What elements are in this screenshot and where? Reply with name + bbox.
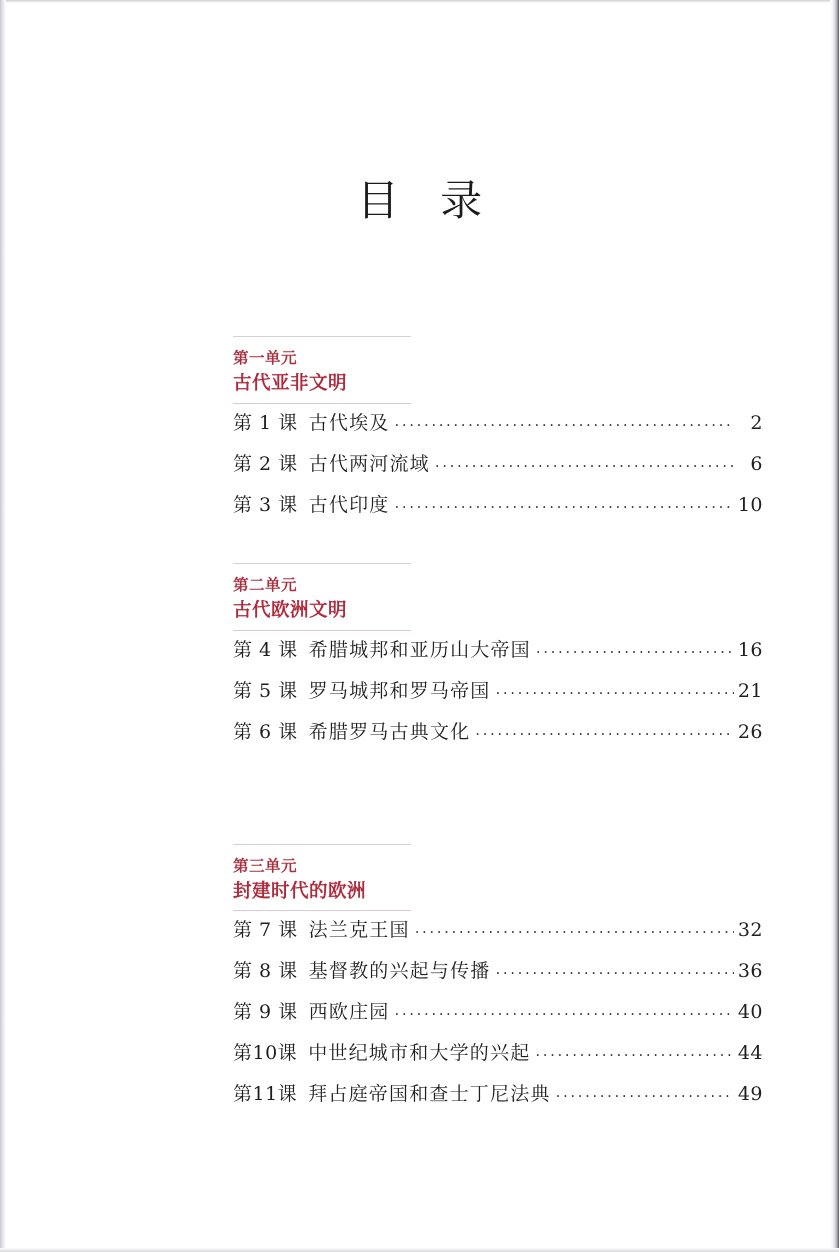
dot-leader [415, 919, 734, 937]
page-number: 10 [737, 493, 763, 516]
dot-leader [394, 1001, 734, 1019]
dot-leader [556, 1083, 734, 1101]
lesson-number: 第 9 课 [233, 1001, 298, 1024]
unit-title: 古代亚非文明 [233, 373, 348, 395]
lesson-title: 中世纪城市和大学的兴起 [308, 1042, 531, 1065]
unit-rule-top [233, 336, 411, 337]
toc-entry[interactable] [233, 1079, 763, 1120]
page-title: 目 录 [356, 176, 497, 225]
toc-entry[interactable] [233, 717, 763, 758]
unit-rule-top [233, 563, 411, 564]
dot-leader [495, 680, 734, 698]
lesson-title: 古代印度 [308, 493, 390, 516]
dot-leader [536, 639, 734, 657]
lesson-title: 罗马城邦和罗马帝国 [308, 679, 491, 702]
scan-edge-bottom [0, 1248, 839, 1252]
table-of-contents [233, 336, 763, 1120]
unit-section [233, 336, 763, 531]
unit-rule-top [233, 844, 411, 845]
lesson-number: 第 5 课 [233, 679, 298, 702]
lesson-list [233, 408, 763, 531]
lesson-number: 第 2 课 [233, 452, 298, 475]
page-number: 6 [750, 452, 763, 475]
lesson-title: 古代两河流域 [308, 452, 430, 475]
unit-section [233, 844, 763, 1121]
unit-rule-bottom [233, 910, 411, 911]
lesson-number: 第 7 课 [233, 919, 298, 942]
lesson-number: 第11课 [233, 1083, 298, 1106]
lesson-number: 第 1 课 [233, 411, 298, 434]
toc-entry[interactable] [233, 956, 763, 997]
toc-entry[interactable] [233, 915, 763, 956]
lesson-list [233, 915, 763, 1120]
page-number: 26 [737, 720, 763, 743]
lesson-title: 古代埃及 [308, 411, 390, 434]
unit-section [233, 563, 763, 758]
page-number: 32 [737, 919, 763, 942]
dot-leader [394, 412, 734, 430]
unit-number: 第三单元 [233, 855, 298, 875]
lesson-title: 希腊罗马古典文化 [308, 720, 471, 743]
lesson-number: 第 3 课 [233, 493, 298, 516]
unit-rule-bottom [233, 403, 411, 404]
dot-leader [435, 453, 734, 471]
unit-rule-bottom [233, 630, 411, 631]
unit-heading [233, 563, 411, 631]
unit-number: 第二单元 [233, 574, 298, 594]
page-number: 21 [737, 679, 763, 702]
toc-entry[interactable] [233, 490, 763, 531]
unit-title: 古代欧洲文明 [233, 599, 348, 621]
page-number: 2 [750, 411, 763, 434]
unit-heading [233, 336, 411, 404]
dot-leader [394, 494, 734, 512]
page-number: 49 [737, 1083, 763, 1106]
toc-entry[interactable] [233, 1038, 763, 1079]
unit-heading [233, 844, 411, 912]
dot-leader [475, 721, 734, 739]
lesson-number: 第10课 [233, 1042, 298, 1065]
toc-entry[interactable] [233, 635, 763, 676]
page-number: 44 [737, 1042, 763, 1065]
unit-title: 封建时代的欧洲 [233, 880, 367, 902]
lesson-title: 拜占庭帝国和查士丁尼法典 [308, 1083, 551, 1106]
toc-entry[interactable] [233, 997, 763, 1038]
page-number: 36 [737, 960, 763, 983]
lesson-title: 基督教的兴起与传播 [308, 960, 491, 983]
toc-entry[interactable] [233, 408, 763, 449]
lesson-number: 第 4 课 [233, 638, 298, 661]
dot-leader [495, 960, 734, 978]
lesson-number: 第 8 课 [233, 960, 298, 983]
lesson-list [233, 635, 763, 758]
page-number: 40 [737, 1001, 763, 1024]
toc-entry[interactable] [233, 449, 763, 490]
page-number: 16 [737, 638, 763, 661]
lesson-title: 法兰克王国 [308, 919, 410, 942]
lesson-title: 希腊城邦和亚历山大帝国 [308, 638, 531, 661]
scan-edge-top [0, 0, 839, 3]
lesson-title: 西欧庄园 [308, 1001, 390, 1024]
unit-number: 第一单元 [233, 348, 298, 367]
toc-entry[interactable] [233, 676, 763, 717]
lesson-number: 第 6 课 [233, 720, 298, 743]
dot-leader [535, 1042, 734, 1060]
